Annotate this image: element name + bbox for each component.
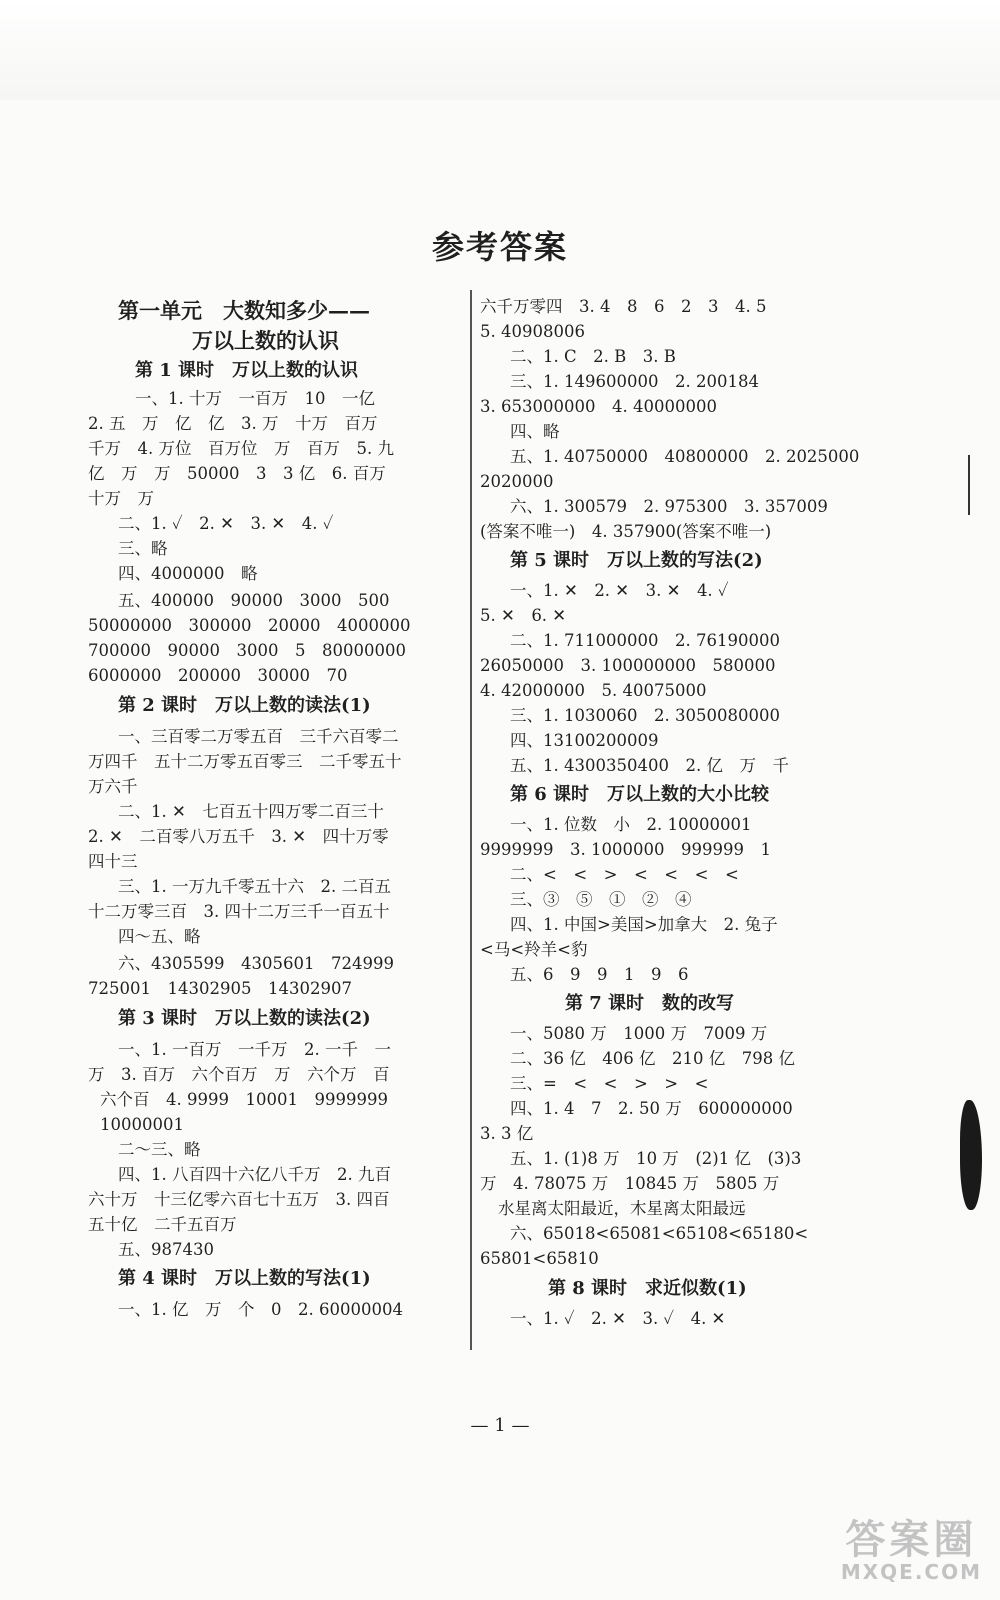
watermark-url: MXQE.COM (840, 1560, 982, 1584)
answer-line: 四、13100200009 (510, 731, 659, 750)
answer-line: 三、1. 一万九千零五十六 2. 二百五 (118, 877, 391, 896)
answer-line: 9999999 3. 1000000 999999 1 (480, 840, 771, 859)
answer-line: 3. 3 亿 (480, 1124, 534, 1143)
answer-line: 5. ✕ 6. ✕ (480, 606, 567, 625)
section-heading: 第 2 课时 万以上数的读法(1) (118, 695, 371, 716)
answer-line: 一、1. 亿 万 个 0 2. 60000004 (118, 1300, 403, 1319)
answer-line: 千万 4. 万位 百万位 万 百万 5. 九 (88, 439, 394, 458)
answer-line: 三、1. 1030060 2. 3050080000 (510, 706, 780, 725)
answer-line: 二、1. 711000000 2. 76190000 (510, 631, 780, 650)
answer-line: 2. 五 万 亿 亿 3. 万 十万 百万 (88, 414, 378, 433)
answer-line: 65801<65810 (480, 1249, 599, 1268)
answer-line: 十二万零三百 3. 四十二万三千一百五十 (88, 902, 390, 921)
answer-line: 六个百 4. 9999 10001 9999999 (100, 1090, 388, 1109)
answer-line: 四、1. 4 7 2. 50 万 600000000 (510, 1099, 793, 1118)
answer-line: 五、987430 (118, 1240, 214, 1259)
watermark-text: 答案圈 (845, 1517, 978, 1563)
answer-line: 26050000 3. 100000000 580000 (480, 656, 776, 675)
answer-line: 三、1. 149600000 2. 200184 (510, 372, 759, 391)
page-title: 参考答案 (431, 228, 568, 266)
answer-line: 二、1. C 2. B 3. B (510, 347, 676, 366)
answer-line: 2. ✕ 二百零八万五千 3. ✕ 四十万零 (88, 827, 389, 846)
answer-line: 亿 万 万 50000 3 3 亿 6. 百万 (88, 464, 386, 483)
answer-line: 4. 42000000 5. 40075000 (480, 681, 707, 700)
answer-line: 四～五、略 (118, 927, 201, 946)
answer-line: 万 3. 百万 六个百万 万 六个万 百 (88, 1065, 390, 1084)
answer-line: 六、4305599 4305601 724999 (118, 954, 394, 973)
answer-line: 一、三百零二万零五百 三千六百零二 (118, 727, 399, 746)
answer-line: 5. 40908006 (480, 322, 585, 341)
answer-line: 五十亿 二千五百万 (88, 1215, 237, 1234)
section-heading: 第 1 课时 万以上数的认识 (135, 360, 359, 381)
answer-line: 四、略 (510, 422, 560, 441)
section-heading: 第 8 课时 求近似数(1) (548, 1278, 747, 1299)
answer-line: 3. 653000000 4. 40000000 (480, 397, 717, 416)
answer-line: 一、1. ✓ 2. ✕ 3. ✓ 4. ✕ (510, 1309, 726, 1328)
answer-line: 五、1. 4300350400 2. 亿 万 千 (510, 756, 789, 775)
section-heading: 第 4 课时 万以上数的写法(1) (118, 1268, 371, 1289)
answer-line: 700000 90000 3000 5 80000000 (88, 641, 406, 660)
margin-mark (968, 455, 970, 515)
answer-line: 万六千 (88, 777, 138, 796)
answer-line: 五、1. (1)8 万 10 万 (2)1 亿 (3)3 (510, 1149, 802, 1168)
answer-line: 二、1. ✕ 七百五十四万零二百三十 (118, 802, 384, 821)
answer-line: 四十三 (88, 852, 138, 871)
answer-line: 四、1. 中国>美国>加拿大 2. 兔子 (510, 915, 778, 934)
answer-line: (答案不唯一) 4. 357900(答案不唯一) (480, 522, 772, 541)
answer-line: 五、1. 40750000 40800000 2. 2025000 (510, 447, 860, 466)
answer-line: 六十万 十三亿零六百七十五万 3. 四百 (88, 1190, 390, 1209)
answer-line: 50000000 300000 20000 4000000 (88, 616, 411, 635)
answer-line: 二、1. ✓ 2. ✕ 3. ✕ 4. ✓ (118, 514, 334, 533)
answer-line: 水星离太阳最近，木星离太阳最远 (498, 1199, 746, 1218)
section-heading: 第一单元 大数知多少—— (118, 298, 370, 323)
answer-line: 六千万零四 3. 4 8 6 2 3 4. 5 (480, 297, 767, 316)
section-heading: 第 5 课时 万以上数的写法(2) (510, 550, 763, 571)
answer-line: 四、4000000 略 (118, 564, 258, 583)
answer-line: 725001 14302905 14302907 (88, 979, 352, 998)
answer-line: 五、6 9 9 1 9 6 (510, 965, 689, 984)
ink-blot (960, 1100, 982, 1210)
answer-line: 三、③ ⑤ ① ② ④ (510, 890, 692, 909)
answer-line: 三、= < < > > < (510, 1074, 709, 1093)
answer-line: 万四千 五十二万零五百零三 二千零五十 (88, 752, 402, 771)
section-heading: 万以上数的认识 (192, 328, 339, 353)
answer-line: 二～三、略 (118, 1140, 201, 1159)
answer-line: 一、1. 一百万 一千万 2. 一千 一 (118, 1040, 391, 1059)
answer-line: 6000000 200000 30000 70 (88, 666, 348, 685)
answer-line: 三、略 (118, 539, 168, 558)
answer-line: 一、5080 万 1000 万 7009 万 (510, 1024, 768, 1043)
answer-line: 万 4. 78075 万 10845 万 5805 万 (480, 1174, 780, 1193)
answer-line: 一、1. 十万 一百万 10 一亿 (135, 389, 375, 408)
answer-line: 一、1. ✕ 2. ✕ 3. ✕ 4. ✓ (510, 581, 729, 600)
section-heading: 第 3 课时 万以上数的读法(2) (118, 1008, 371, 1029)
section-heading: 第 7 课时 数的改写 (565, 993, 735, 1014)
answer-line: 10000001 (100, 1115, 184, 1134)
top-shade (0, 0, 1000, 100)
answer-line: 十万 万 (88, 489, 154, 508)
answer-line: 一、1. 位数 小 2. 10000001 (510, 815, 752, 834)
answer-line: 四、1. 八百四十六亿八千万 2. 九百 (118, 1165, 391, 1184)
answer-line: 2020000 (480, 472, 554, 491)
answer-line: 二、36 亿 406 亿 210 亿 798 亿 (510, 1049, 795, 1068)
answer-line: 六、65018<65081<65108<65180< (510, 1224, 809, 1243)
answer-line: 二、< < > < < < < (510, 865, 739, 884)
watermark-logo (840, 1517, 982, 1584)
section-heading: 第 6 课时 万以上数的大小比较 (510, 784, 770, 805)
answer-line: 五、400000 90000 3000 500 (118, 591, 390, 610)
answer-line: <马<羚羊<豹 (480, 940, 588, 959)
page-number: — 1 — (470, 1415, 530, 1436)
column-divider (470, 290, 472, 1350)
answer-line: 六、1. 300579 2. 975300 3. 357009 (510, 497, 828, 516)
